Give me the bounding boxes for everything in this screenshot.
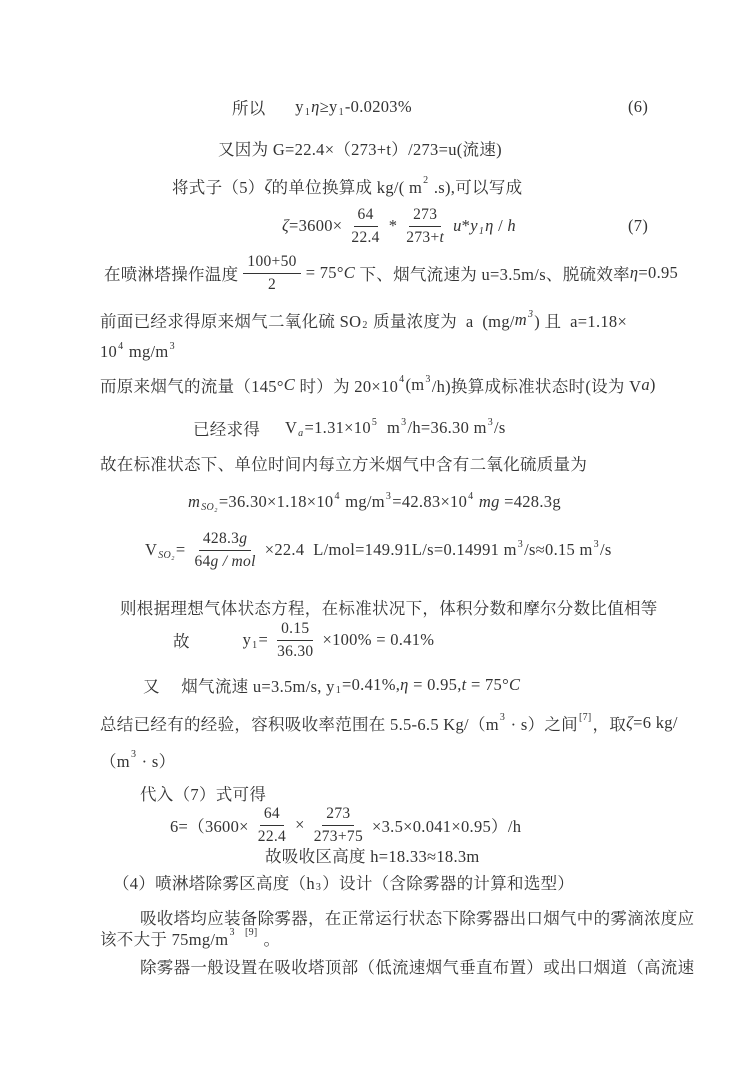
text-segment: 所以 <box>232 99 266 118</box>
text-segment: ×3.5×0.041×0.95）/h <box>372 817 522 836</box>
text-segment: 64 <box>194 552 211 570</box>
text-segment: 1 <box>304 106 311 118</box>
text-segment: / <box>493 216 508 235</box>
text-segment: 下、烟气流速为 u=3.5m/s、脱硫效率 <box>355 265 630 284</box>
text-segment: η <box>485 216 494 235</box>
text-segment: t <box>461 675 467 694</box>
text-segment: η <box>629 263 639 282</box>
fraction-denominator <box>190 551 259 572</box>
text-segment: η <box>311 97 320 116</box>
text-segment: 36.30 <box>277 642 314 660</box>
text-segment: g <box>239 529 248 547</box>
line-demister-para-2 <box>0 923 756 953</box>
text-segment: 22.4 <box>351 228 380 246</box>
equation-number: (6) <box>628 97 649 116</box>
text-segment: 3 <box>130 748 137 760</box>
text-segment: C <box>343 263 356 282</box>
fraction-numerator <box>354 205 378 227</box>
text-segment: C <box>283 375 296 394</box>
text-segment: 3 <box>593 538 599 550</box>
line-unit-conversion <box>0 171 756 201</box>
text-segment: 1 <box>338 106 344 118</box>
text-segment: m <box>378 418 401 437</box>
text-segment: 的单位换算成 kg/( m <box>271 178 423 197</box>
line-absorption-rate <box>0 708 756 738</box>
text-segment: （4）喷淋塔除雾区高度（h <box>113 874 315 893</box>
line-operating-temp <box>0 247 756 299</box>
text-segment: V <box>145 540 158 559</box>
text-segment: 质量浓度为 a (mg/ <box>368 312 515 331</box>
text-segment: = 0.95, <box>408 675 462 694</box>
fraction-denominator <box>264 274 280 295</box>
text-segment: t <box>439 228 445 246</box>
text-segment: (m <box>405 375 425 394</box>
line-va-value <box>0 413 756 443</box>
text-segment: = <box>175 540 186 559</box>
line-section-4-heading <box>0 867 756 897</box>
text-segment: C <box>509 675 521 694</box>
text-segment: h <box>507 216 516 235</box>
text-segment: -0.0203% <box>344 97 412 116</box>
text-segment: ζ <box>264 176 272 195</box>
text-segment: /h=36.30 m <box>407 418 487 437</box>
text-segment: 2 <box>268 275 277 293</box>
text-segment: 吸收塔均应装备除雾器，在正常运行状态下除雾器出口烟气中的雾滴浓度应 <box>140 909 695 928</box>
text-segment: y <box>242 630 252 649</box>
text-segment: 3 <box>401 416 407 428</box>
text-segment: 3 <box>229 926 235 938</box>
text-segment: y <box>470 216 478 235</box>
text-segment: 前面已经求得原来烟气二氧化硫 SO <box>100 312 362 331</box>
text-segment: 1 <box>252 639 258 651</box>
text-segment: =6 kg/ <box>633 713 678 732</box>
text-segment: 将式子（5） <box>172 178 265 197</box>
text-segment: 3 <box>499 711 506 723</box>
text-segment: =3600× <box>288 216 343 235</box>
line-vso2 <box>0 524 756 576</box>
text-segment: 已经求得 <box>193 420 261 439</box>
text-segment: V <box>284 418 298 437</box>
text-segment: =428.3g <box>499 492 561 511</box>
text-segment: 而原来烟气的流量（145° <box>100 377 284 396</box>
text-segment: a <box>641 375 650 394</box>
text-segment: 又因为 G=22.4×（273+t）/273=u(流速) <box>218 140 502 159</box>
text-segment: /s <box>599 540 612 559</box>
fraction-denominator <box>347 227 383 248</box>
text-segment: =0.95 <box>638 263 679 282</box>
text-segment: =36.30×1.18×10 <box>218 492 334 511</box>
text-segment: 4 <box>468 490 474 502</box>
text-segment: = 75° <box>305 263 344 282</box>
text-segment: ）设计（含除雾器的计算和选型） <box>322 874 575 893</box>
fraction-numerator <box>409 205 441 227</box>
text-segment: a <box>298 427 304 439</box>
text-segment: SO₂ <box>201 501 218 513</box>
text-segment: η <box>400 675 409 694</box>
line-absorption-rate-cont <box>0 745 756 775</box>
text-segment: .s),可以写成 <box>429 178 523 197</box>
text-segment: /s≈0.15 m <box>524 540 593 559</box>
text-segment: ×22.4 L/mol=149.91L/s=0.14991 m <box>264 540 517 559</box>
text-segment: 。 <box>263 930 281 949</box>
line-so2-concentration <box>0 305 756 335</box>
text-segment: mg <box>474 492 500 511</box>
fraction-denominator <box>273 641 317 662</box>
line-demister-para-3 <box>0 951 756 981</box>
text-segment: [7] <box>578 711 592 723</box>
text-segment: 0.15 <box>281 619 310 637</box>
text-segment: /h)换算成标准状态时(设为 V <box>431 377 642 396</box>
text-segment: =42.83×10 <box>392 492 468 511</box>
text-segment: ) 且 a=1.18× <box>534 312 628 331</box>
text-segment: 2 <box>362 319 368 331</box>
text-segment: 6=（3600× <box>170 817 249 836</box>
fraction <box>402 205 448 248</box>
line-because-g <box>0 133 756 163</box>
text-segment: 代入（7）式可得 <box>140 785 267 804</box>
line-absorption-height <box>0 840 756 870</box>
text-segment: y <box>295 97 304 116</box>
line-mso2 <box>0 487 756 517</box>
text-segment: × <box>295 815 305 834</box>
line-parameters <box>0 670 756 700</box>
text-segment: 4 <box>118 340 124 352</box>
text-segment: 又 <box>143 677 160 696</box>
text-segment: · s）之间 <box>506 715 578 734</box>
text-segment: 3 <box>385 490 392 502</box>
text-segment: 烟气流速 u=3.5m/s, y <box>181 677 335 696</box>
text-segment: ×100% = 0.41% <box>322 630 435 649</box>
spacing-gap <box>266 107 296 108</box>
text-segment: SO₂ <box>158 549 175 561</box>
text-segment: 3 <box>487 416 494 428</box>
spacing-gap <box>236 938 244 939</box>
text-segment: 2 <box>423 174 429 186</box>
text-segment: 428.3 <box>202 529 240 547</box>
text-segment: 时）为 20×10 <box>295 377 399 396</box>
text-segment: 273 <box>326 804 351 822</box>
fraction-numerator <box>199 529 251 551</box>
text-segment: ζ <box>282 216 289 235</box>
fraction <box>273 619 317 662</box>
line-flue-gas-flow <box>0 370 756 400</box>
text-segment: 273 <box>413 205 438 223</box>
text-segment: [9] <box>245 926 258 938</box>
text-segment: 故在标准状态下、单位时间内每立方米烟气中含有二氧化硫质量为 <box>100 455 588 474</box>
text-segment: · s） <box>137 752 176 771</box>
equation-number: (7) <box>628 216 649 235</box>
text-segment: 100+50 <box>247 252 297 270</box>
text-segment: （m <box>100 752 130 771</box>
text-segment: = <box>258 630 269 649</box>
text-segment: 64 <box>263 804 280 822</box>
text-segment: 1 <box>478 225 485 237</box>
text-segment: ζ <box>626 713 634 732</box>
text-segment: = 75° <box>466 675 509 694</box>
text-segment: ) <box>649 375 656 394</box>
spacing-gap <box>160 685 181 686</box>
text-segment: m <box>514 310 527 329</box>
spacing-gap <box>190 640 243 641</box>
text-segment: 64 <box>357 205 374 223</box>
text-segment: * <box>388 216 398 235</box>
fraction-numerator <box>260 804 284 826</box>
text-segment: 故吸收区高度 h=18.33≈18.3m <box>265 847 480 866</box>
line-eq7 <box>0 200 756 252</box>
text-segment: 10 <box>100 342 118 361</box>
fraction-denominator <box>402 227 448 248</box>
text-segment: 273+75 <box>313 827 363 845</box>
text-segment: ，取 <box>592 715 627 734</box>
text-segment: =1.31×10 <box>304 418 371 437</box>
text-segment: 3 <box>425 373 431 385</box>
text-segment: 3 <box>527 308 534 320</box>
fraction <box>347 205 383 248</box>
text-segment: mg/m <box>340 492 385 511</box>
line-therefore-eq6 <box>0 92 756 122</box>
text-segment: u <box>453 216 462 235</box>
text-segment: =0.41%, <box>342 675 401 694</box>
text-segment: 3 <box>517 538 524 550</box>
text-segment: 该不大于 75mg/m <box>100 930 229 949</box>
text-segment: 3 <box>315 881 322 893</box>
line-so2-mass-intro <box>0 448 756 478</box>
text-segment: g / mol <box>210 552 256 570</box>
fraction-numerator <box>243 252 300 274</box>
fraction <box>190 529 259 572</box>
text-segment: 4 <box>399 373 405 385</box>
line-so2-concentration-cont <box>0 337 756 367</box>
text-segment: 5 <box>371 416 378 428</box>
text-segment: 在喷淋塔操作温度 <box>104 265 239 284</box>
fraction <box>243 252 300 295</box>
line-y1-calc <box>0 614 756 666</box>
text-segment: 除雾器一般设置在吸收塔顶部（低流速烟气垂直布置）或出口烟道（高流速 <box>140 958 695 977</box>
text-segment: 22.4 <box>257 827 287 845</box>
text-segment: ≥y <box>319 97 338 116</box>
text-segment: 则根据理想气体状态方程，在标准状况下，体积分数和摩尔分数比值相等 <box>120 599 658 618</box>
text-segment: mg/m <box>124 342 169 361</box>
text-segment: 总结已经有的经验，容积吸收率范围在 5.5-6.5 Kg/（m <box>100 715 499 734</box>
text-segment: 3 <box>169 340 175 352</box>
text-segment: m <box>188 492 201 511</box>
text-segment: 1 <box>335 684 342 696</box>
text-segment: 273+ <box>406 228 440 246</box>
fraction-numerator <box>277 619 313 641</box>
text-segment: /s <box>494 418 506 437</box>
text-segment: 4 <box>334 490 340 502</box>
text-segment: 故 <box>173 632 190 651</box>
spacing-gap <box>260 428 285 429</box>
text-segment: * <box>461 216 471 235</box>
fraction-numerator <box>322 804 354 826</box>
